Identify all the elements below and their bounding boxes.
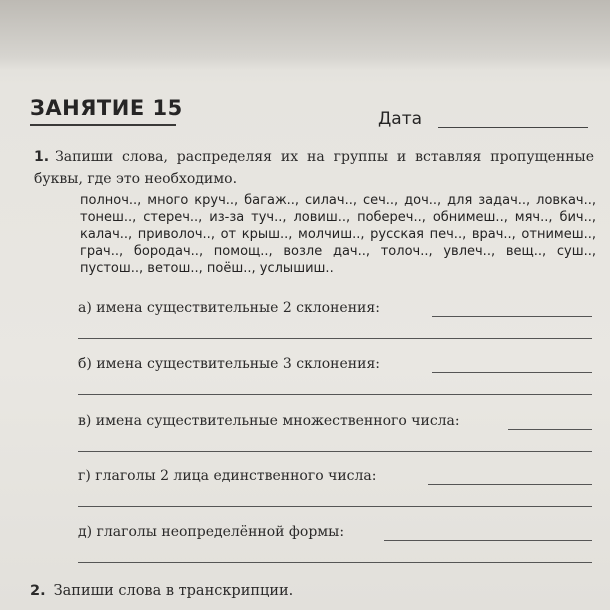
group-e-answer-line-2[interactable] bbox=[78, 562, 592, 563]
lesson-title: ЗАНЯТИЕ 15 bbox=[30, 96, 183, 120]
group-e-answer-line[interactable] bbox=[384, 540, 592, 541]
group-b-answer-line-2[interactable] bbox=[78, 394, 592, 395]
group-a-label: а) имена существительные 2 склонения: bbox=[78, 300, 380, 316]
task-1-text: Запиши слова, распределяя их на группы и вставляя пропущенные буквы, где это необходимо. bbox=[34, 149, 594, 187]
group-a-answer-line-2[interactable] bbox=[78, 338, 592, 339]
group-d-answer-line[interactable] bbox=[428, 484, 592, 485]
lesson-title-underline bbox=[30, 124, 176, 126]
task-2-instruction bbox=[30, 583, 293, 599]
task-2-text: Запиши слова в транскрипции. bbox=[53, 583, 294, 599]
group-c-answer-line-2[interactable] bbox=[78, 451, 592, 452]
task-2-number: 2. bbox=[30, 583, 46, 599]
date-field[interactable] bbox=[438, 127, 588, 128]
task-1-instruction bbox=[34, 146, 594, 190]
group-b-label: б) имена существительные 3 склонения: bbox=[78, 356, 381, 372]
date-label: Дата bbox=[378, 109, 423, 129]
task-1-number: 1. bbox=[34, 149, 50, 165]
group-e-label: д) глаголы неопределённой формы: bbox=[78, 524, 345, 540]
word-list: полноч.., много круч.., багаж.., силач.., сеч.., доч.., для задач.., ловкач.., тонеш.., стереч.., из-за туч.., ловиш.., побереч.., обнимеш.., мяч.., бич.., калач.., приволоч.., от крыш.., молчиш.., русская печ.., врач.., отнимеш.., грач.., бородач.., помощ.., возле дач.., толоч.., увлеч.., вещ.., суш.., пустош.., ветош.., поёш.., услышиш.. bbox=[80, 193, 596, 276]
group-a-answer-line[interactable] bbox=[432, 316, 592, 317]
group-d-label: г) глаголы 2 лица единственного числа: bbox=[78, 468, 377, 484]
group-b-answer-line[interactable] bbox=[432, 372, 592, 373]
group-c-label: в) имена существительные множественного числа: bbox=[78, 413, 460, 429]
page-fold-shadow bbox=[0, 0, 610, 70]
group-c-answer-line[interactable] bbox=[508, 429, 592, 430]
group-d-answer-line-2[interactable] bbox=[78, 506, 592, 507]
